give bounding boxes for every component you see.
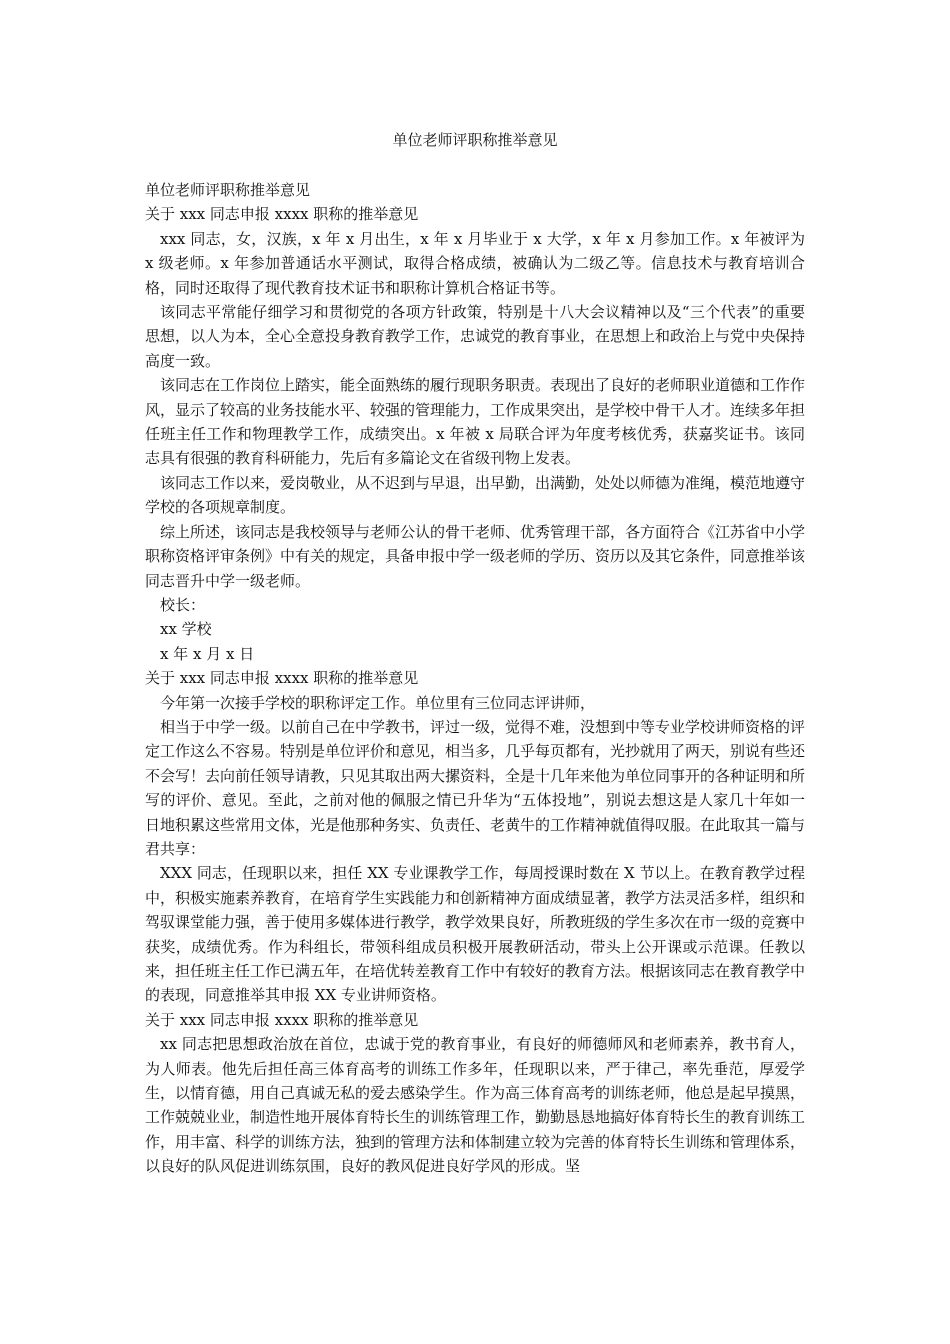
paragraph-discipline: 该同志工作以来，爱岗敬业，从不迟到与早退，出早勤，出满勤，处处以师德为准绳，模范地遵守学校的各项规章制度。 — [145, 473, 806, 517]
paragraph-intro: 今年第一次接手学校的职称评定工作。单位里有三位同志评讲师， — [160, 693, 596, 712]
paragraph-work-performance: 该同志在工作岗位上踏实，能全面熟练的履行现职务职责。表现出了良好的老师职业道德和工作作风，显示了较高的业务技能水平、较强的管理能力，工作成果突出，是学校中骨干人才。连续多年担任班主任工作和物理教学工作，成绩突出。x 年被 x 局联合评为年度考核优秀，获嘉奖证书。该同志具有很强的教育科研能力，先后有多篇论文在省级刊物上发表。 — [145, 376, 806, 468]
signature-school: xx 学校 — [160, 620, 212, 639]
signature-date: x 年 x 月 x 日 — [160, 644, 255, 663]
paragraph-sample-opinion: XXX 同志，任现职以来，担任 XX 专业课教学工作，每周授课时数在 X 节以上。在教育教学过程中，积极实施素养教育，在培育学生实践能力和创新精神方面成绩显著，教学方法灵活多样，组织和驾驭课堂能力强，善于使用多媒体进行教学，教学效果良好，所教班级的学生多次在市一级的竞赛中获奖，成绩优秀。作为科组长，带领科组成员积极开展教研活动，带头上公开课或示范课。任教以来，担任班主任工作已满五年，在培优转差教育工作中有较好的教育方法。根据该同志在教育教学中的表现，同意推举其申报 XX 专业讲师资格。 — [145, 864, 806, 1005]
paragraph-conclusion: 综上所述，该同志是我校领导与老师公认的骨干老师、优秀管理干部，各方面符合《江苏省中小学职称资格评审条例》中有关的规定，具备申报中学一级老师的学历、资历以及其它条件，同意推举该同志晋升中学一级老师。 — [145, 522, 806, 590]
signature-principal: 校长： — [160, 595, 206, 614]
paragraph-experience: 相当于中学一级。以前自己在中学教书，评过一级，觉得不难，没想到中等专业学校讲师资格的评定工作这么不容易。特别是单位评价和意见，相当多，几乎每页都有，光抄就用了两天，别说有些还不会写！去向前任领导请教，只见其取出两大摞资料，全是十几年来他为单位同事开的各种证明和所写的评价、意见。至此，之前对他的佩服之情已升华为“五体投地”，别说去想这是人家几十年如一日地积累这些常用文体，光是他那种务实、负责任、老黄牛的工作精神就值得叹服。在此取其一篇与君共享： — [145, 717, 806, 858]
section-heading-3: 关于 xxx 同志申报 xxxx 职称的推举意见 — [145, 1010, 419, 1029]
paragraph-basic-info: xxx 同志，女，汉族，x 年 x 月出生，x 年 x 月毕业于 x 大学，x 年 x 月参加工作。x 年被评为 x 级老师。x 年参加普通话水平测试，取得合格成绩，被确认为二级乙等。信息技术与教育培训合格，同时还取得了现代教育技术证书和职称计算机合格证书等。 — [145, 229, 805, 297]
document-title: 单位老师评职称推举意见 — [392, 131, 558, 149]
paragraph-political: 该同志平常能仔细学习和贯彻党的各项方针政策，特别是十八大会议精神以及“三个代表”的重要思想，以人为本，全心全意投身教育教学工作，忠诚党的教育事业，在思想上和政治上与党中央保持高度一致。 — [145, 303, 806, 370]
paragraph-sports-teacher: xx 同志把思想政治放在首位，忠诚于党的教育事业，有良好的师德师风和老师素养，教书育人，为人师表。他先后担任高三体育高考的训练工作多年，任现职以来，严于律己，率先垂范，厚爱学生，以情育德，用自己真诚无私的爱去感染学生。作为高三体育高考的训练老师，他总是起早摸黑，工作兢兢业业，制造性地开展体育特长生的训练管理工作，勤勤恳恳地搞好体育特长生的教育训练工作，用丰富、科学的训练方法，独到的管理方法和体制建立较为完善的体育特长生训练和管理体系，以良好的队风促进训练氛围，良好的教风促进良好学风的形成。坚 — [145, 1035, 806, 1176]
document-body — [145, 178, 805, 1179]
section-heading-1: 关于 xxx 同志申报 xxxx 职称的推举意见 — [145, 205, 419, 224]
body-heading: 单位老师评职称推举意见 — [145, 181, 311, 199]
section-heading-2: 关于 xxx 同志申报 xxxx 职称的推举意见 — [145, 669, 419, 688]
